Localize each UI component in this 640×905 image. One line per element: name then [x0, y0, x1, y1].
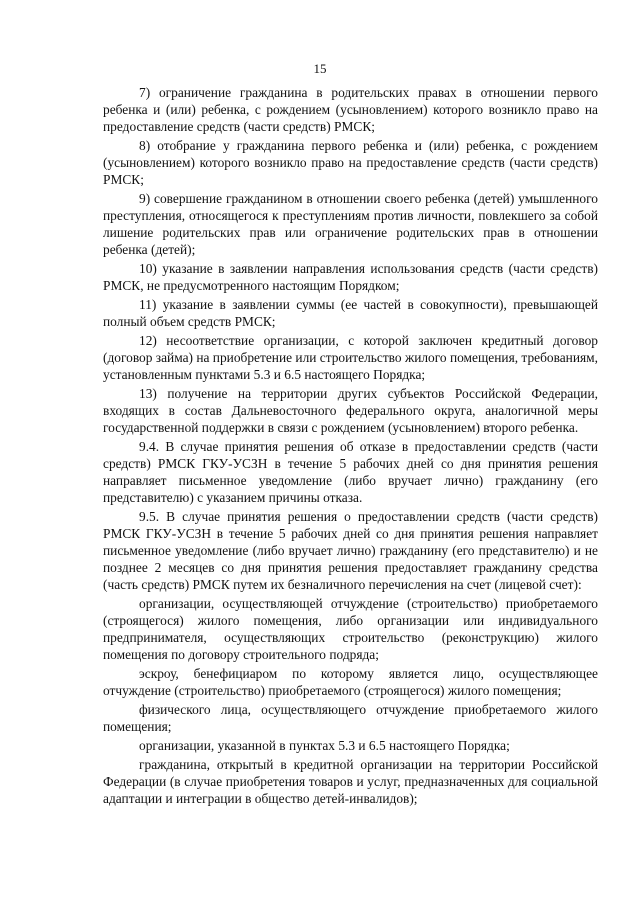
recipient-individual: физического лица, осуществляющего отчуждение приобретаемого жилого помещения;	[103, 702, 598, 734]
recipient-organization: организации, осуществляющей отчуждение (строительство) приобретаемого (строящегося) жилого помещения, либо организации или индивидуального предпринимателя, осуществляющих строительство (реконструкцию) жилого помещения по договору строительного подряда;	[103, 596, 598, 662]
paragraph-9-5: 9.5. В случае принятия решения о предоставлении средств (части средств) РМСК ГКУ-УСЗН в течение 5 рабочих дней со дня принятия решения направляет письменное уведомление (либо вручает лично) гражданину (его представителю) и не позднее 2 месяцев со дня принятия решения предоставляет гражданину средства (часть средств) РМСК путем их безналичного перечисления на счет (лицевой счет):	[103, 509, 598, 592]
page-number: 15	[313, 61, 327, 76]
paragraph-item-9: 9) совершение гражданином в отношении своего ребенка (детей) умышленного преступления, относящегося к преступлениям против личности, повлекшего за собой лишение родительских прав или ограничение родительских прав в отношении ребенка (детей);	[103, 191, 598, 257]
recipient-organization-5-3: организации, указанной в пунктах 5.3 и 6.5 настоящего Порядка;	[139, 738, 510, 753]
paragraph-item-10: 10) указание в заявлении направления использования средств (части средств) РМСК, не предусмотренного настоящим Порядком;	[103, 261, 598, 293]
paragraph-item-7: 7) ограничение гражданина в родительских правах в отношении первого ребенка и (или) ребенка, с рождением (усыновлением) которого возникло право на предоставление средств (части средств) РМСК;	[103, 85, 598, 134]
paragraph-item-11: 11) указание в заявлении суммы (ее частей в совокупности), превышающей полный объем средств РМСК;	[103, 297, 598, 329]
paragraph-item-12: 12) несоответствие организации, с которой заключен кредитный договор (договор займа) на приобретение или строительство жилого помещения, требованиям, установленным пунктами 5.3 и 6.5 настоящего Порядка;	[103, 333, 598, 382]
paragraph-item-8: 8) отобрание у гражданина первого ребенка и (или) ребенка, с рождением (усыновлением) которого возникло право на предоставление средств (части средств) РМСК;	[103, 138, 598, 187]
paragraph-9-4: 9.4. В случае принятия решения об отказе в предоставлении средств (части средств) РМСК ГКУ-УСЗН в течение 5 рабочих дней со дня принятия решения направляет письменное уведомление (либо вручает лично) гражданину (его представителю) с указанием причины отказа.	[103, 439, 598, 505]
recipient-escrow: эскроу, бенефициаром по которому является лицо, осуществляющее отчуждение (строительство) приобретаемого (строящегося) жилого помещения;	[103, 666, 598, 698]
recipient-citizen: гражданина, открытый в кредитной организации на территории Российской Федерации (в случае приобретения товаров и услуг, предназначенных для социальной адаптации и интеграции в общество детей-инвалидов);	[103, 757, 598, 806]
document-body	[103, 84, 598, 809]
paragraph-item-13: 13) получение на территории других субъектов Российской Федерации, входящих в состав Дальневосточного федерального округа, аналогичной меры государственной поддержки в связи с рождением (усыновлением) второго ребенка.	[103, 386, 598, 435]
